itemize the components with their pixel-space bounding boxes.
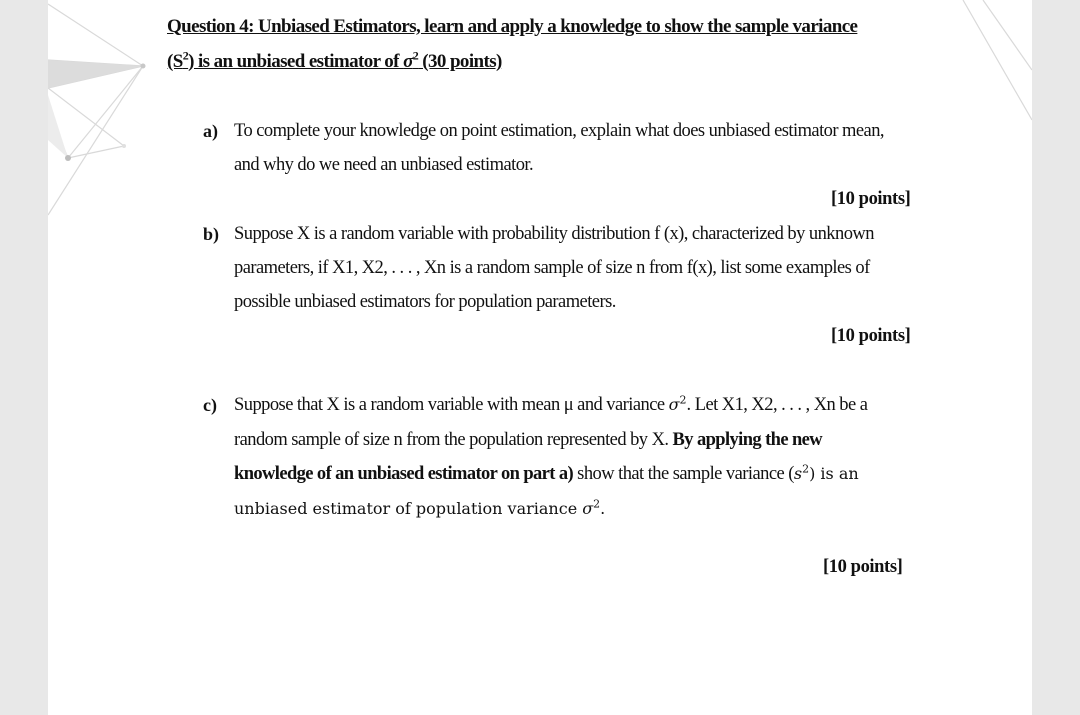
question-title: Question 4: Unbiased Estimators, learn and apply a knowledge to show the sample variance [167, 16, 858, 37]
part-a-points: [10 points] [831, 189, 911, 209]
part-b-marker: b) [203, 224, 220, 244]
part-a-text: To complete your knowledge on point estimation, explain what does unbiased estimator mean, [234, 121, 884, 141]
decorative-geometric-background [48, 0, 1032, 715]
part-b-text: possible unbiased estimators for population parameters. [234, 292, 616, 312]
part-c-text: Suppose that X is a random variable with mean μ and variance $\sigma^2$. Let X1, X2, . . . , Xn be a [234, 393, 868, 415]
document-page [48, 0, 1032, 715]
question-title-line2: $(S^2)$ is an unbiased estimator of $\sigma^2$ (30 points) [167, 48, 502, 72]
part-a-text: and why do we need an unbiased estimator. [234, 155, 534, 175]
part-b-text: parameters, if X1, X2, . . . , Xn is a random sample of size n from f(x), list some examples of [234, 258, 870, 278]
part-a-marker: a) [203, 121, 218, 141]
part-c-text: random sample of size n from the population represented by X. By applying the new [234, 430, 823, 450]
part-b-text: Suppose X is a random variable with probability distribution f (x), characterized by unknown [234, 224, 874, 244]
part-c-text: unbiased estimator of population variance $\sigma^2$. [234, 497, 606, 518]
part-b-points: [10 points] [831, 326, 911, 346]
part-c-marker: c) [203, 395, 217, 415]
part-c-points: [10 points] [823, 557, 903, 577]
part-c-text: knowledge of an unbiased estimator on part a) show that the sample variance $(s^2)$ is an [234, 462, 859, 484]
